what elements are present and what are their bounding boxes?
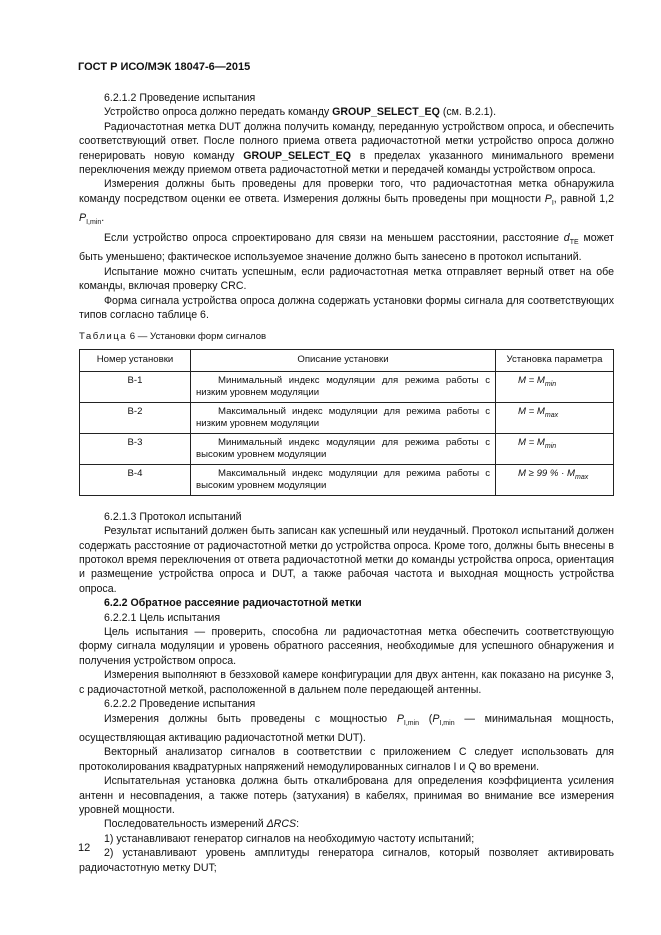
setting-parameter: $M = M_{min}$ xyxy=(496,371,614,402)
setting-description: Минимальный индекс модуляции для режима работы с низким уровнем модуляции xyxy=(191,371,496,402)
section-6-2-2-heading: 6.2.2 Обратное рассеяние радиочастотной метки xyxy=(104,597,362,610)
column-header: Описание установки xyxy=(191,349,496,371)
setting-parameter: M ≥ 99 % · $M_{max}$ xyxy=(496,464,614,495)
waveform-settings-table xyxy=(79,349,614,496)
setting-description: Максимальный индекс модуляции для режима работы с высоким уровнем модуляции xyxy=(191,464,496,495)
setting-parameter: $M = M_{max}$ xyxy=(496,402,614,433)
paragraph: Устройство опроса должно передать команду GROUP_SELECT_EQ (см. В.2.1). xyxy=(104,106,497,119)
setting-description: Максимальный индекс модуляции для режима работы с низким уровнем модуляции xyxy=(191,402,496,433)
section-6-2-2-1-heading: 6.2.2.1 Цель испытания xyxy=(104,611,221,624)
setting-parameter: $M = M_{min}$ xyxy=(496,433,614,464)
table-row xyxy=(80,433,614,464)
paragraph: Измерения должны быть проведены для проверки того, что радиочастотная метка обнаружила команду посредством оценки ее ответа. Измерения должны быть проведены при мощности $P_I$, равной 1,2 $P_{I,min}$. xyxy=(79,178,614,227)
section-6-2-1-2-heading: 6.2.1.2 Проведение испытания xyxy=(104,92,256,104)
paragraph: Испытание можно считать успешным, если радиочастотная метка отправляет верный ответ на обе команды, включая проверку CRC. xyxy=(79,265,614,293)
paragraph: Испытательная установка должна быть откалибрована для определения коэффициента усиления антенн и несовпадения, а также потерь (затухания) в кабелях, принимая во внимание все измерения уровней мощности. xyxy=(79,775,614,817)
table-header-row xyxy=(80,349,614,371)
document-header: ГОСТ Р ИСО/МЭК 18047-6—2015 xyxy=(78,61,251,73)
page-number: 12 xyxy=(78,842,91,854)
paragraph: Радиочастотная метка DUT должна получить команду, переданную устройством опроса, и обеспечить соответствующий ответ. После полного приема ответа радиочастотной метки устройство опроса должно генерировать новую команду GROUP_SELECT_EQ в пределах указанного минимального времени переключения между приемом ответа радиочастотной метки и передачей команды устройством опроса. xyxy=(79,120,614,177)
paragraph: Измерения должны быть проведены с мощностью $P_{I,min}$ ($P_{I,min}$ — минимальная мощность, осуществляющая активацию радиочастотной метки DUT). xyxy=(79,712,614,745)
paragraph: Цель испытания — проверить, способна ли радиочастотная метка обеспечить соответствующую форму сигнала модуляции и уровень обратного рассеяния, необходимые для успешного обнаружения и получения устройством опроса. xyxy=(79,626,614,667)
paragraph: Векторный анализатор сигналов в соответствии с приложением С следует использовать для протоколирования квадратурных напряжений немодулированных сигналов I и Q во времени. xyxy=(79,746,614,773)
table-row xyxy=(80,402,614,433)
setting-number: В-4 xyxy=(80,464,191,495)
table-row xyxy=(80,371,614,402)
paragraph: Последовательность измерений ΔRCS: xyxy=(104,818,300,831)
paragraph: Измерения выполняют в безэховой камере конфигурации для двух антенн, как показано на рисунке 3, с радиочастотной меткой, расположенной в дальнем поле передающей антенны. xyxy=(79,669,614,696)
paragraph: Результат испытаний должен быть записан как успешный или неудачный. Протокол испытаний должен содержать расстояние от радиочастотной метки до устройства опроса. Кроме того, должны быть внесены в протокол время переключения от ответа радиочастотной метки до команды устройства опроса, ориентация и размещение устройства опроса и DUT, а также рабочая частота и выходная мощность устройства опроса. xyxy=(79,525,614,595)
table-caption: Таблица 6 — Установки форм сигналов xyxy=(79,331,267,343)
column-header: Номер установки xyxy=(80,349,191,371)
paragraph: Форма сигнала устройства опроса должна содержать установки формы сигнала для соответствующих типов согласно таблице 6. xyxy=(79,294,614,322)
setting-number: В-1 xyxy=(80,371,191,402)
list-item: 1) устанавливают генератор сигналов на необходимую частоту испытаний; xyxy=(104,832,475,845)
table-row xyxy=(80,464,614,495)
paragraph: Если устройство опроса спроектировано для связи на меньшем расстоянии, расстояние $d_{TE}$ может быть уменьшено; фактическое используемое значение должно быть занесено в протокол испытаний. xyxy=(79,231,614,264)
section-6-2-2-2-heading: 6.2.2.2 Проведение испытания xyxy=(104,698,256,711)
column-header: Установка параметра xyxy=(496,349,614,371)
setting-description: Минимальный индекс модуляции для режима работы с высоким уровнем модуляции xyxy=(191,433,496,464)
section-6-2-1-3-heading: 6.2.1.3 Протокол испытаний xyxy=(104,510,242,523)
setting-number: В-2 xyxy=(80,402,191,433)
list-item: 2) устанавливают уровень амплитуды генератора сигналов, который позволяет активировать радиочастотную метку DUT; xyxy=(79,847,614,874)
page-content xyxy=(79,91,614,875)
setting-number: В-3 xyxy=(80,433,191,464)
